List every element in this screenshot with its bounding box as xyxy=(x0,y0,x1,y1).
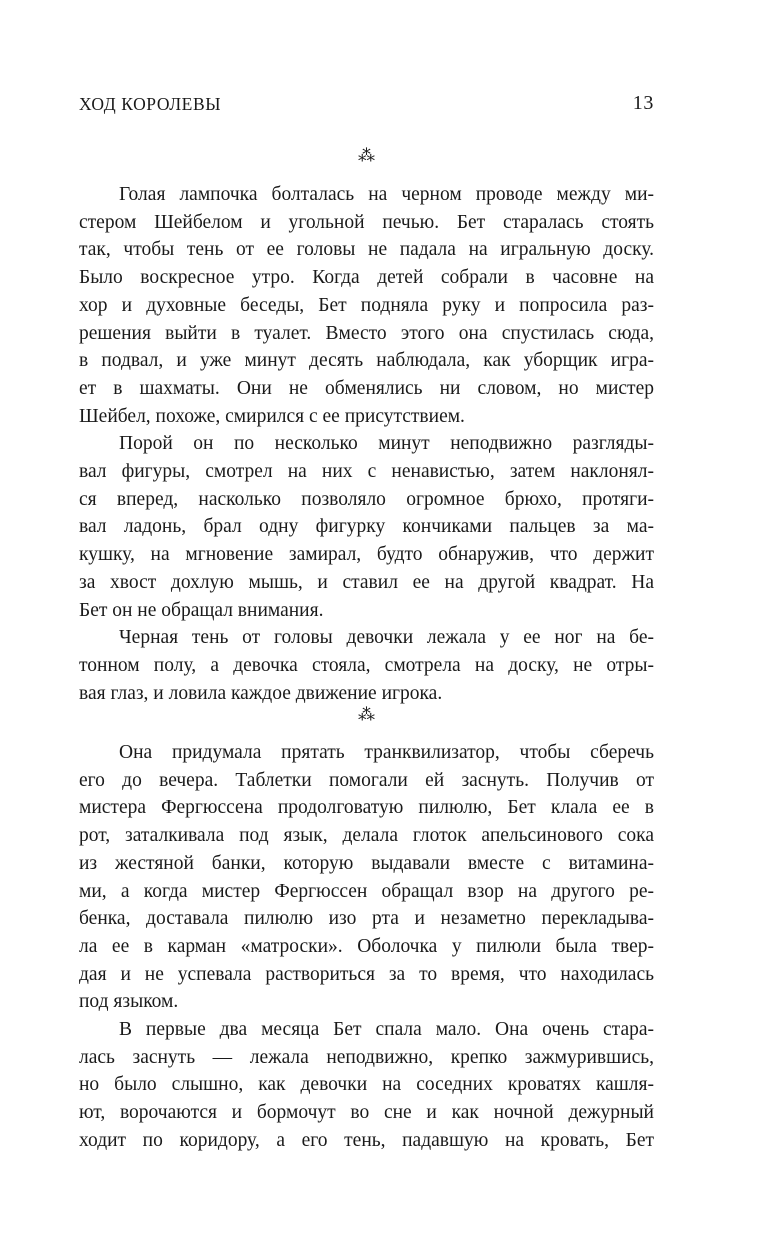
page-number: 13 xyxy=(632,92,654,114)
running-head xyxy=(79,92,654,120)
paragraph xyxy=(79,739,654,1016)
text-line: Порой он по несколько минут неподвижно разгляды- xyxy=(119,433,654,455)
text-line: ла ее в карман «матроски». Оболочка у пилюли была твер- xyxy=(79,935,654,957)
text-line: под языком. xyxy=(79,991,179,1013)
text-line: так, чтобы тень от ее головы не падала на игральную доску. xyxy=(79,239,654,261)
paragraph xyxy=(79,430,654,624)
paragraph xyxy=(79,181,654,430)
text-line: но было слышно, как девочки на соседних кроватях кашля- xyxy=(79,1074,654,1096)
text-line: ходит по коридору, а его тень, падавшую на кровать, Бет xyxy=(79,1129,654,1151)
text-line: тонном полу, а девочка стояла, смотрела на доску, не отры- xyxy=(79,654,654,676)
paragraph xyxy=(79,1016,654,1155)
text-line: В первые два месяца Бет спала мало. Она очень стара- xyxy=(119,1019,654,1041)
text-line: хор и духовные беседы, Бет подняла руку и попросила раз- xyxy=(79,294,654,316)
text-line: Голая лампочка болталась на черном проводе между ми- xyxy=(119,184,654,205)
book-page xyxy=(79,0,654,1241)
text-line: ся вперед, насколько позволяло огромное брюхо, протяги- xyxy=(79,488,654,510)
text-line: мистера Фергюссена продолговатую пилюлю, Бет клала ее в xyxy=(79,797,654,819)
text-line: дая и не успевала раствориться за то время, что находилась xyxy=(79,963,654,985)
text-line: бенка, доставала пилюлю изо рта и незаметно перекладыва- xyxy=(79,908,654,930)
text-line: ет в шахматы. Они не обменялись ни словом, но мистер xyxy=(79,377,654,399)
text-line: Она придумала прятать транквилизатор, чтобы сберечь xyxy=(119,742,654,763)
section-2 xyxy=(79,739,654,1155)
text-line: вал фигуры, смотрел на них с ненавистью, затем наклонял- xyxy=(79,461,654,483)
text-line: из жестяной банки, которую выдавали вместе с витамина- xyxy=(79,852,654,874)
section-separator: ⁂ xyxy=(358,146,375,165)
text-line: в подвал, и уже минут десять наблюдала, как уборщик игра- xyxy=(79,350,654,372)
text-line: ми, а когда мистер Фергюссен обращал взор на другого ре- xyxy=(79,880,654,902)
text-line: Черная тень от головы девочки лежала у ее ног на бе- xyxy=(119,627,654,649)
text-line: кушку, на мгновение замирал, будто обнаружив, что держит xyxy=(79,544,654,566)
text-line: вал ладонь, брал одну фигурку кончиками пальцев за ма- xyxy=(79,516,654,538)
text-line: Было воскресное утро. Когда детей собрали в часовне на xyxy=(79,267,654,289)
text-line: Шейбел, похоже, смирился с ее присутствием. xyxy=(79,405,465,427)
text-line: Бет он не обращал внимания. xyxy=(79,599,324,621)
text-line: решения выйти в туалет. Вместо этого она спустилась сюда, xyxy=(79,322,654,344)
paragraph xyxy=(79,624,654,707)
text-line: стером Шейбелом и угольной печью. Бет старалась стоять xyxy=(79,211,654,233)
text-line: вая глаз, и ловила каждое движение игрока. xyxy=(79,682,443,704)
running-title: ХОД КОРОЛЕВЫ xyxy=(79,94,222,114)
text-line: лась заснуть — лежала неподвижно, крепко зажмурившись, xyxy=(79,1046,654,1068)
text-line: рот, заталкивала под язык, делала глоток апельсинового сока xyxy=(79,825,654,847)
text-line: его до вечера. Таблетки помогали ей заснуть. Получив от xyxy=(79,769,654,791)
section-1 xyxy=(79,181,654,707)
text-line: за хвост дохлую мышь, и ставил ее на другой квадрат. На xyxy=(79,571,654,593)
text-line: ют, ворочаются и бормочут во сне и как ночной дежурный xyxy=(79,1102,654,1124)
section-separator: ⁂ xyxy=(358,705,375,724)
